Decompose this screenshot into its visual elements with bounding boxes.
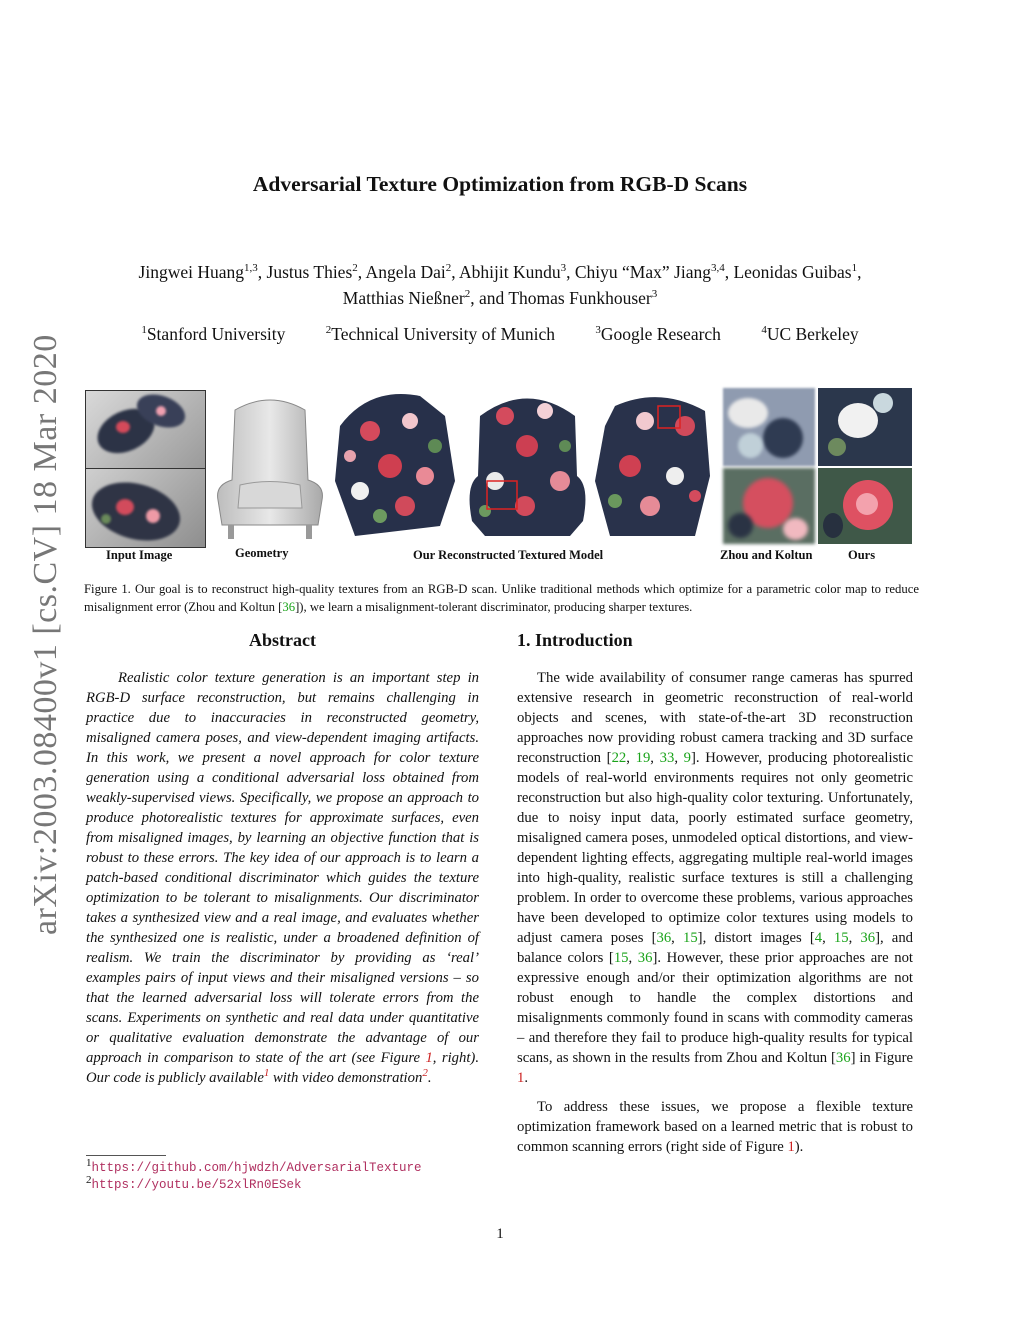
author-list: Jingwei Huang$^{1,3}$, Justus Thies$^2$, Angela Dai$^2$, Abhijit Kundu$^3$, Chiyu “Max” Jiang$^{3,4}$, Leonidas Guibas$^1$, Matthias Nießner$^2$, and Thomas Funkhouser$^3$: [138, 262, 862, 308]
teaser-figure: [85, 386, 915, 546]
citation-link[interactable]: 33: [659, 750, 675, 766]
citation-link[interactable]: 36: [860, 930, 876, 946]
affiliation: $^1$Stanford University: [141, 324, 286, 344]
zoom-zhou-top: [723, 388, 815, 466]
geometry-chair: [210, 390, 330, 542]
footnote-url[interactable]: https://youtu.be/52xlRn0ESek: [91, 1178, 302, 1192]
label-zhou: Zhou and Koltun: [720, 548, 813, 562]
textured-chair-view-1: [330, 386, 460, 546]
citation-link[interactable]: 36: [637, 950, 653, 966]
author-name: , Justus Thies: [257, 262, 353, 282]
abstract-body: Realistic color texture generation is an important step in RGB-D surface reconstruction, but remains challenging in practice due to inaccuracies in reconstructed geometry, misaligned camera poses, and view-dependent imaging artifacts. In this work, we present a novel approach for color texture generation using a conditional adversarial loss obtained from weakly-supervised views. Specifically, we propose an approach to produce photorealistic textures for approximate surfaces, even from misaligned images, by learning an objective function that is robust to these errors. The key idea of our approach is to learn a patch-based conditional discriminator which guides the texture optimization to be tolerant to misalignments. Our discriminator takes a synthesized view and a real image, and evaluates whether the synthesized one is realistic, under a broadened definition of realism. We train the discriminator by providing as ‘real’ examples pairs of input views and their misaligned versions – so that the learned adversarial loss will tolerate errors from the scans. Experiments on synthetic and real data under quantitative or qualitative evaluation demonstrate the advantage of our approach in comparison to state of the art (see Figure 1, right). Our code is publicly available$^1$ with video demonstration$^2$.: [86, 670, 479, 1086]
author-name: Jingwei Huang: [138, 262, 245, 282]
affiliation: $^4$UC Berkeley: [761, 324, 859, 344]
author-name: , and Thomas Funkhouser: [470, 288, 652, 308]
figure-ref-link[interactable]: 1: [517, 1070, 525, 1086]
zoom-zhou-bottom: [723, 468, 815, 544]
author-name: , Angela Dai: [357, 262, 446, 282]
arxiv-sidebar-id: arXiv:2003.08400v1 [cs.CV] 18 Mar 2020: [27, 334, 64, 935]
citation-link[interactable]: 36: [656, 930, 672, 946]
affiliation-list: [60, 322, 940, 346]
label-ours: Ours: [848, 548, 876, 562]
figure-caption: Figure 1. Our goal is to reconstruct high-quality textures from an RGB-D scan. Unlike traditional methods which optimize for a parametric color map to reduce misalignment error (Zhou and Koltun [36]), we learn a misalignment-tolerant discriminator, producing sharper textures.: [84, 582, 919, 614]
footnotes: [86, 1156, 506, 1194]
footnote-ref[interactable]: 2: [422, 1067, 428, 1080]
citation-link[interactable]: 36: [835, 1050, 851, 1066]
figure-ref-link[interactable]: 1: [425, 1050, 433, 1066]
input-image-bottom: [85, 468, 206, 548]
affiliation: $^3$Google Research: [595, 324, 721, 344]
citation-link[interactable]: 15: [613, 950, 629, 966]
author-name: , Chiyu “Max” Jiang: [566, 262, 711, 282]
affiliation: $^2$Technical University of Munich: [325, 324, 556, 344]
footnote-url[interactable]: https://github.com/hjwdzh/AdversarialTexture: [91, 1161, 422, 1175]
abstract-heading: Abstract: [249, 630, 316, 650]
author-name: Matthias Nießner: [342, 288, 465, 308]
introduction-heading: 1. Introduction: [517, 630, 633, 650]
footnote-rule: [86, 1155, 166, 1156]
paper-title: Adversarial Texture Optimization from RGB-D Scans: [252, 172, 748, 196]
introduction-body: [517, 668, 913, 1166]
citation-link[interactable]: 15: [833, 930, 849, 946]
paragraph: To address these issues, we propose a flexible texture optimization framework based on a learned metric that is robust to common scanning errors (right side of Figure 1).: [517, 1099, 913, 1155]
citation-link[interactable]: 19: [635, 750, 651, 766]
textured-chair-view-2: [465, 386, 590, 546]
label-geometry: Geometry: [235, 546, 289, 560]
page-number: 1: [496, 1226, 504, 1242]
citation-link[interactable]: 15: [682, 930, 698, 946]
input-image-top: [85, 390, 206, 470]
footnote: $^2$https://youtu.be/52xlRn0ESek: [86, 1173, 302, 1192]
author-name: , Leonidas Guibas: [724, 262, 852, 282]
figure-ref-link[interactable]: 1: [787, 1139, 795, 1155]
footnote-ref[interactable]: 1: [263, 1067, 270, 1080]
citation-link[interactable]: 9: [683, 750, 692, 766]
citation-link[interactable]: 4: [814, 930, 823, 946]
zoom-ours-bottom: [818, 468, 912, 544]
zoom-ours-top: [818, 388, 912, 466]
citation-link[interactable]: 36: [282, 600, 296, 614]
label-input-image: Input Image: [106, 548, 173, 562]
footnote: $^1$https://github.com/hjwdzh/AdversarialTexture: [86, 1156, 422, 1175]
textured-chair-view-3: [590, 386, 718, 546]
label-model: Our Reconstructed Textured Model: [413, 548, 604, 562]
citation-link[interactable]: 22: [611, 750, 627, 766]
author-name: , Abhijit Kundu: [451, 262, 561, 282]
paragraph: The wide availability of consumer range cameras has spurred extensive research in geometric reconstruction of real-world objects and scenes, with state-of-the-art 3D reconstruction approaches now providing robust camera tracking and 3D surface reconstruction [22, 19, 33, 9]. However, producing photorealistic models of real-world environments requires not only geometric reconstruction but also high-quality color texturing. Unfortunately, due to noisy input data, poorly estimated surface geometry, misaligned camera poses, unmodeled optical distortions, and view-dependent lighting effects, aggregating multiple real-world images into high-quality, realistic surface textures is still a challenging problem. In order to overcome these problems, various approaches have been developed to optimize color textures using models to adjust camera poses [36, 15], distort images [4, 15, 36], and balance colors [15, 36]. However, these prior approaches are not expressive enough and/or their optimization algorithms are not robust enough to handle the complex distortions and misalignments commonly found in scans with commodity cameras – and therefore they fail to produce high-quality results for typical scans, as shown in the results from Zhou and Koltun [36] in Figure 1.: [517, 670, 914, 1086]
